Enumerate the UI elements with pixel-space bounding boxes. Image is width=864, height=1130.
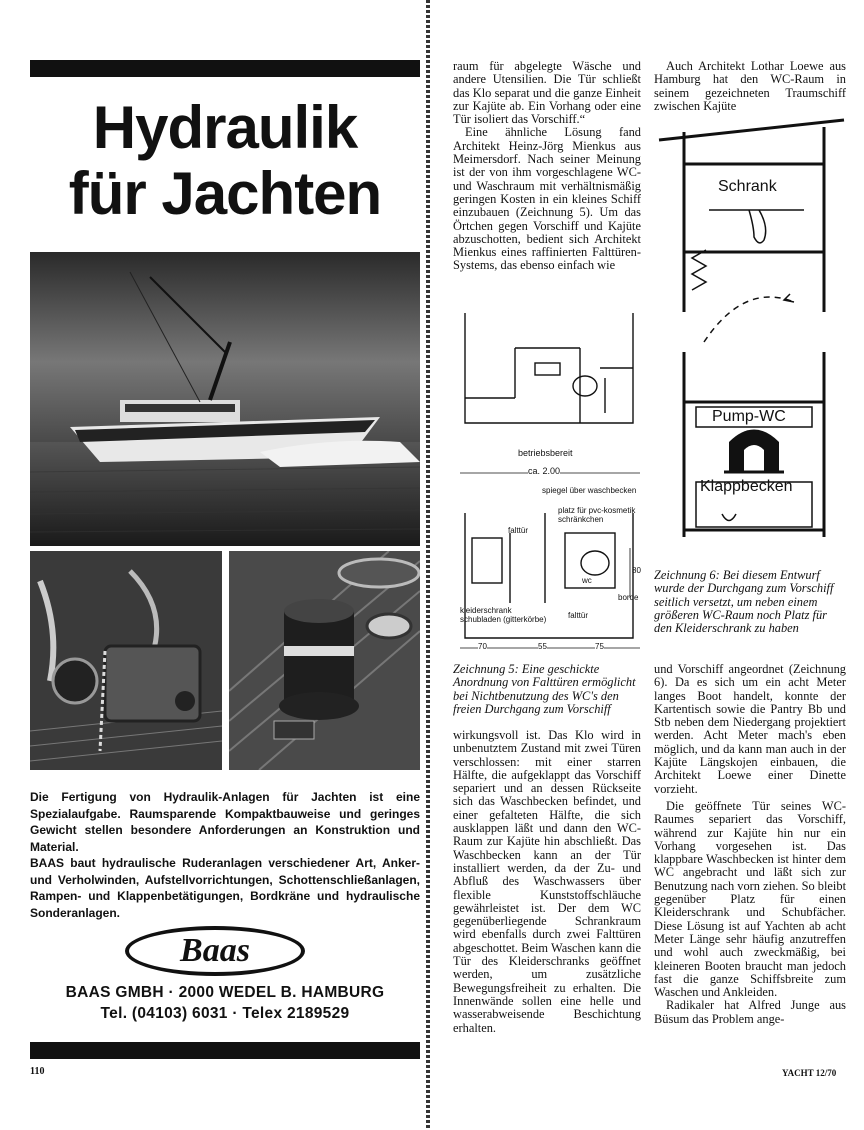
boat-photo: [30, 252, 420, 546]
page-gutter: [426, 0, 430, 1130]
col2-paragraph-3: Radikaler hat Alfred Junge aus Büsum das Problem ange-: [654, 998, 846, 1026]
caption-drawing-5: Zeichnung 5: Eine geschickte Anordnung von Falttüren ermöglicht bei Nichtbenutzung des WC's den freien Durchgang zum Vorschiff: [453, 662, 636, 716]
d5-label-falttuer-left: falttür: [508, 526, 529, 535]
baas-logo-text: Baas: [180, 932, 250, 969]
ad-top-bar: [30, 60, 420, 77]
ad-contact: Tel. (04103) 6031 · Telex 2189529: [100, 1005, 350, 1022]
d5-label-wc: wc: [582, 576, 592, 585]
winch-photo: [30, 551, 222, 770]
magazine-issue: YACHT 12/70: [782, 1068, 837, 1078]
ad-headline-line1: Hydraulik: [92, 94, 358, 161]
col2-paragraph-1: und Vorschiff angeordnet (Zeichnung 6). Da es sich um ein acht Meter langes Boot handelt, konnte der Kartentisch sowie die Pantry Bb und Stb neben dem Niedergang projektiert werden. Acht Meter mach's eben möglich, und da kann man auch in der Kajüte Längskojen einbauen, die Architekt Loewe einer Dinette vorzieht.: [654, 662, 846, 796]
drawing-6: [654, 112, 846, 567]
d5-label-spiegel: spiegel über waschbecken: [542, 486, 637, 495]
d6-label-klappbecken: Klappbecken: [700, 478, 793, 495]
col1-paragraph-1: raum für abgelegte Wäsche und andere Utensilien. Die Tür schließt das Klo separat und die ganze Einheit zur Kajüte ab. Ein Vorhang oder eine Tür isoliert das Vorschiff.“: [453, 59, 641, 127]
d5-dim-75: 75: [595, 642, 604, 651]
d5-dim-total: ca. 2.00: [528, 466, 561, 476]
col2-paragraph-2: Die geöffnete Tür seines WC-Raumes separiert das Vorschiff, während zur Kajüte hin nur ein Vorhang vorgesehen ist. Das klappbare Waschbecken ist hinter dem WC angebracht und läßt sich zur Benutzung nach vorn ziehen. So bleibt gegenüber Platz für einen Kleiderschrank und Schubfächer. Diese Lösung ist auf Yachten ab acht Meter Länge sehr häufig anzutreffen und wohl auch zweckmäßig, bei kleineren Booten braucht man jedoch fast die ganze Schiffsbreite zum Waschen und Ankleiden.: [654, 798, 847, 1000]
page-number: 110: [30, 1066, 45, 1077]
col1-paragraph-3: wirkungsvoll ist. Das Klo wird in unbenutztem Zustand mit zwei Türen verschlossen: mit einer starren Hälfte, die aufgeklappt das Vorschiff separiert und an dessen Rückseite sich das Waschbecken befindet, und einer gefalteten Hälfte, die sich ausklappen läßt und dann den WC-Raum zur Kajüte hin abschließt. Das Waschbecken kann an der Tür installiert werden, da der Zu- und Abfluß des Waschwassers über flexible Kunststoffschläuche gewährleistet ist. Der dem WC gegenüberliegende Schrankraum wird ebenfalls durch zwei Falttüren abgeschottet. Beim Waschen kann die Tür des Kleiderschranks geöffnet werden, um zusätzliche Bewegungsfreiheit zu erhalten. Die Innenwände sollen eine helle und wasserabweisende Beschichtung erhalten.: [453, 728, 641, 1035]
d6-label-schrank: Schrank: [718, 178, 777, 195]
d6-label-pump-wc: Pump-WC: [712, 408, 786, 425]
ad-headline-line2: für Jachten: [68, 160, 382, 227]
caption-drawing-6: Zeichnung 6: Bei diesem Entwurf wurde der Durchgang zum Vorschiff seitlich versetzt, um neben einem größeren WC-Raum noch Platz für den Kleiderschrank zu haben: [654, 568, 834, 636]
bollard-photo-image: [229, 551, 420, 770]
article-col2-bottom: [654, 663, 846, 1026]
winch-photo-image: [30, 551, 222, 770]
baas-logo: [125, 926, 305, 976]
d5-dim-70: 70: [478, 642, 487, 651]
ad-paragraph-2: BAAS baut hydraulische Ruderanlagen verschiedener Art, Anker- und Verholwinden, Aufstellvorrichtungen, Schottenschließanlagen, Rampen- und Klappenbetätigungen, Bordkräne und hydraulische Sonderanlagen.: [30, 856, 420, 920]
article-col2-top: [654, 60, 846, 113]
col1-paragraph-2: Eine ähnliche Lösung fand Architekt Heinz-Jörg Mienkus aus Meimersdorf. Nach seiner Meinung ist der von ihm vorgeschlagene WC- und Waschraum mit verhältnismäßig geringen Kosten in ein kleines Schiff einzubauen (Zeichnung 5). Um das Örtchen gegen Vorschiff und Kajüte abzuschotten, bedient sich Architekt Mienkus eines raffinierten Falttüren-Systems, das ebenso einfach wie: [453, 125, 641, 273]
d5-label-platz: platz für pvc-kosmetik schränkchen: [558, 506, 636, 524]
d5-label-falttuer-bottom: falttür: [568, 611, 589, 620]
article-col1-top: [453, 60, 641, 273]
article-col1-bottom: [453, 729, 641, 1035]
drawing-5: [450, 308, 648, 658]
ad-paragraph-1: Die Fertigung von Hydraulik-Anlagen für Jachten ist eine Spezialaufgabe. Raumsparende Kompaktbauweise und geringes Gewicht stellen besondere Anforderungen an Konstruktion und Material.: [30, 790, 420, 854]
d5-label-betriebsbereit: betriebsbereit: [518, 448, 573, 458]
d5-dim-55: 55: [538, 642, 547, 651]
d5-label-borde: borde: [618, 593, 639, 602]
ad-headline: [30, 95, 420, 227]
d5-dim-80: 80: [632, 566, 641, 575]
ad-bottom-bar: [30, 1042, 420, 1059]
bollard-photo: [229, 551, 420, 770]
boat-photo-image: [30, 252, 420, 546]
d5-label-kleider: kleiderschrank schubladen (gitterkörbe): [460, 606, 547, 624]
col2-paragraph-top: Auch Architekt Lothar Loewe aus Hamburg hat den WC-Raum in seinem gezeichneten Traumschiff zwischen Kajüte: [654, 59, 846, 113]
ad-company: BAAS GMBH · 2000 WEDEL B. HAMBURG: [65, 984, 385, 1001]
